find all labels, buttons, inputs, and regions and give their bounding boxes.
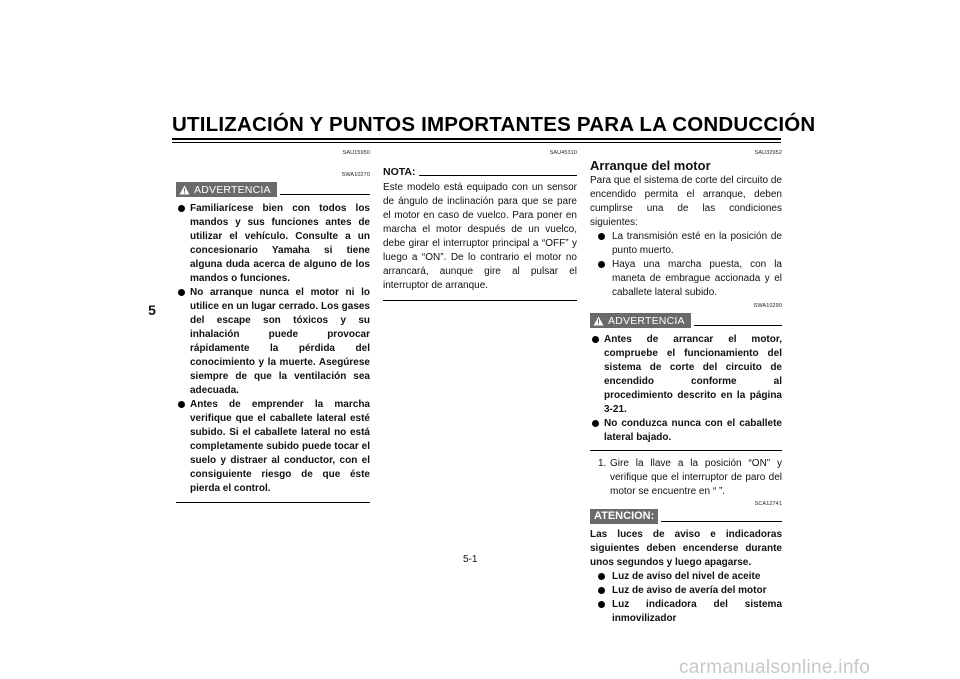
warning-badge [590, 313, 691, 328]
intro-text: Para que el sistema de corte del circuito de encendido permita el arranque, deben cumplirse una de las condiciones siguientes: [590, 175, 782, 228]
warning-icon [179, 185, 190, 195]
step-text: Gire la llave a la posición “ON” y verifique que el interruptor de paro del motor se encuentre en “ ”. [610, 458, 782, 497]
list-item: Haya una marcha puesta, con la maneta de embrague accionada y el caballete lateral subido. [590, 258, 782, 300]
ref-code: SCA12741 [754, 501, 782, 507]
list-item: No conduzca nunca con el caballete lateral bajado. [590, 417, 782, 445]
title-rule [172, 138, 781, 140]
warning-list [590, 333, 782, 445]
title-rule-thin [172, 142, 781, 143]
warning-label: ADVERTENCIA [608, 314, 685, 327]
chapter-tab: 5 [148, 302, 156, 318]
warning-list [176, 202, 370, 496]
warning-rule [694, 325, 782, 326]
column-1 [176, 150, 370, 503]
page-number: 5-1 [463, 554, 478, 565]
step-number: 1. [598, 458, 607, 469]
page-title: UTILIZACIÓN Y PUNTOS IMPORTANTES PARA LA CONDUCCIÓN [172, 113, 816, 136]
ref-code: SWA10270 [341, 172, 370, 178]
warning-end-rule [176, 502, 370, 503]
warning-icon [593, 316, 604, 326]
atencion-label: ATENCION: [590, 509, 658, 524]
list-item: Familiarícese bien con todos los mandos y sus funciones antes de utilizar el vehículo. Consulte a un concesionario Yamaha si tiene alguna duda acerca de alguno de los mandos o funciones. [176, 202, 370, 286]
nota-header [383, 166, 577, 178]
warning-rule [280, 194, 370, 195]
list-item: Antes de arrancar el motor, compruebe el funcionamiento del sistema de corte del circuito de encendido conforme al procedimiento descrito en la página 3-21. [590, 333, 782, 417]
warning-badge [176, 182, 277, 197]
ref-code: SAU15950 [342, 150, 370, 156]
ref-code: SAU32952 [754, 150, 782, 156]
warning-end-rule [590, 450, 782, 451]
warning-header [590, 313, 782, 328]
list-item: Luz de aviso de avería del motor [590, 584, 782, 598]
lights-list [590, 570, 782, 626]
list-item: Luz de aviso del nivel de aceite [590, 570, 782, 584]
nota-text: Este modelo está equipado con un sensor de ángulo de inclinación para que se pare el motor en caso de vuelco. Para poner en marcha el motor después de un vuelco, debe girar el interruptor principal a “OFF” y luego a “ON”. De lo contrario el motor no arrancará, aunque gire al pulsar el interruptor de arranque. [383, 182, 577, 291]
list-item: Antes de emprender la marcha verifique que el caballete lateral esté subido. Si el caballete lateral no está completamente subido puede tocar el suelo y distraer al conductor, con el consiguiente riesgo de que éste pierda el control. [176, 398, 370, 496]
nota-label: NOTA: [383, 166, 416, 178]
list-item: No arranque nunca el motor ni lo utilice en un lugar cerrado. Los gases del escape son tóxicos y su inhalación puede provocar rápidamente la pérdida del conocimiento y la muerte. Asegúrese siempre de que la ventilación sea adecuada. [176, 286, 370, 398]
warning-label: ADVERTENCIA [194, 183, 271, 196]
nota-rule [419, 175, 577, 176]
column-2 [383, 150, 577, 301]
list-item: Luz indicadora del sistema inmovilizador [590, 598, 782, 626]
step-item [590, 457, 782, 499]
section-title: Arranque del motor [590, 158, 711, 173]
ref-code: SAU45310 [549, 150, 577, 156]
list-item: La transmisión esté en la posición de punto muerto. [590, 230, 782, 258]
warning-header [176, 182, 370, 197]
steps-list [590, 457, 782, 499]
column-3 [590, 150, 782, 626]
conditions-list [590, 230, 782, 300]
nota-end-rule [383, 300, 577, 301]
atencion-text: Las luces de aviso e indicadoras siguientes deben encenderse durante unos segundos y luego apagarse. [590, 529, 782, 568]
atencion-header [590, 509, 782, 524]
atencion-rule [661, 521, 782, 522]
watermark: carmanualsonline.info [679, 657, 871, 678]
ref-code: SWA10290 [753, 303, 782, 309]
